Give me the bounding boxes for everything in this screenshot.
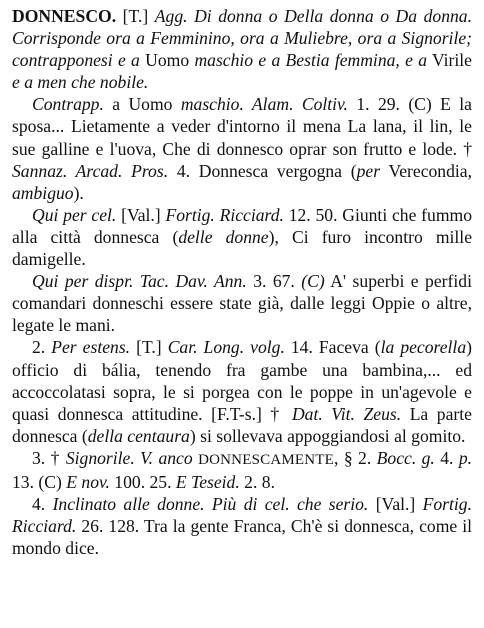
- sense-qui-per-cel: Qui per cel. [Val.] Fortig. Ricciard. 12. 50. Giunti che fummo alla città donnesca (delle donne), Ci furo incontro mille damigelle.: [12, 204, 472, 270]
- sense-contrapp: Contrapp. a Uomo maschio. Alam. Coltiv. 1. 29. (C) E la sposa... Lietamente a veder d'intorno il mena La lana, il lin, le sue galline e l'uova, Che di donnesco oprar son frutto e lode. † Sannaz. Arcad. Pros. 4. Donnesca vergogna (per Verecondia, ambiguo).: [12, 94, 472, 203]
- sense-2-per-estens: 2. Per estens. [T.] Car. Long. volg. 14. Faceva (la pecorella) officio di bália, tenendo fra gambe una bambina,... ed accoccolatasi sopra, le si porgea con le poppe in un'agevole e quasi donnesca attitudine. [F.T-s.] † Dat. Vit. Zeus. La parte donnesca (della centaura) si sollevava appoggiandosi al gomito.: [12, 337, 472, 446]
- source-tag: [T.]: [122, 6, 149, 26]
- sense-4-inclinato: 4. Inclinato alle donne. Più di cel. che serio. [Val.] Fortig. Ricciard. 26. 128. Tra la gente Franca, Ch'è si donnesca, come il mondo dice.: [12, 494, 473, 559]
- headword: DONNESCO.: [12, 6, 117, 26]
- cross-reference: DONNESCAMENTE: [198, 451, 335, 468]
- sense-3-signorile: 3. † Signorile. V. anco DONNESCAMENTE, § 2. Bocc. g. 4. p. 13. (C) E nov. 100. 25. E Teseid. 2. 8.: [12, 447, 473, 492]
- sense-qui-per-dispr: Qui per dispr. Tac. Dav. Ann. 3. 67. (C) A' superbi e perfidi comandari donneschi essere state già, dalle leggi Oppie o altre, legate le mani.: [12, 271, 472, 336]
- entry-definition: DONNESCO. [T.] Agg. Di donna o Della donna o Da donna. Corrisponde ora a Femminino, ora a Muliebre, ora a Signorile; contrapponesi e a Uomo maschio e a Bestia femmina, e a Virile e a men che nobile.: [12, 6, 472, 93]
